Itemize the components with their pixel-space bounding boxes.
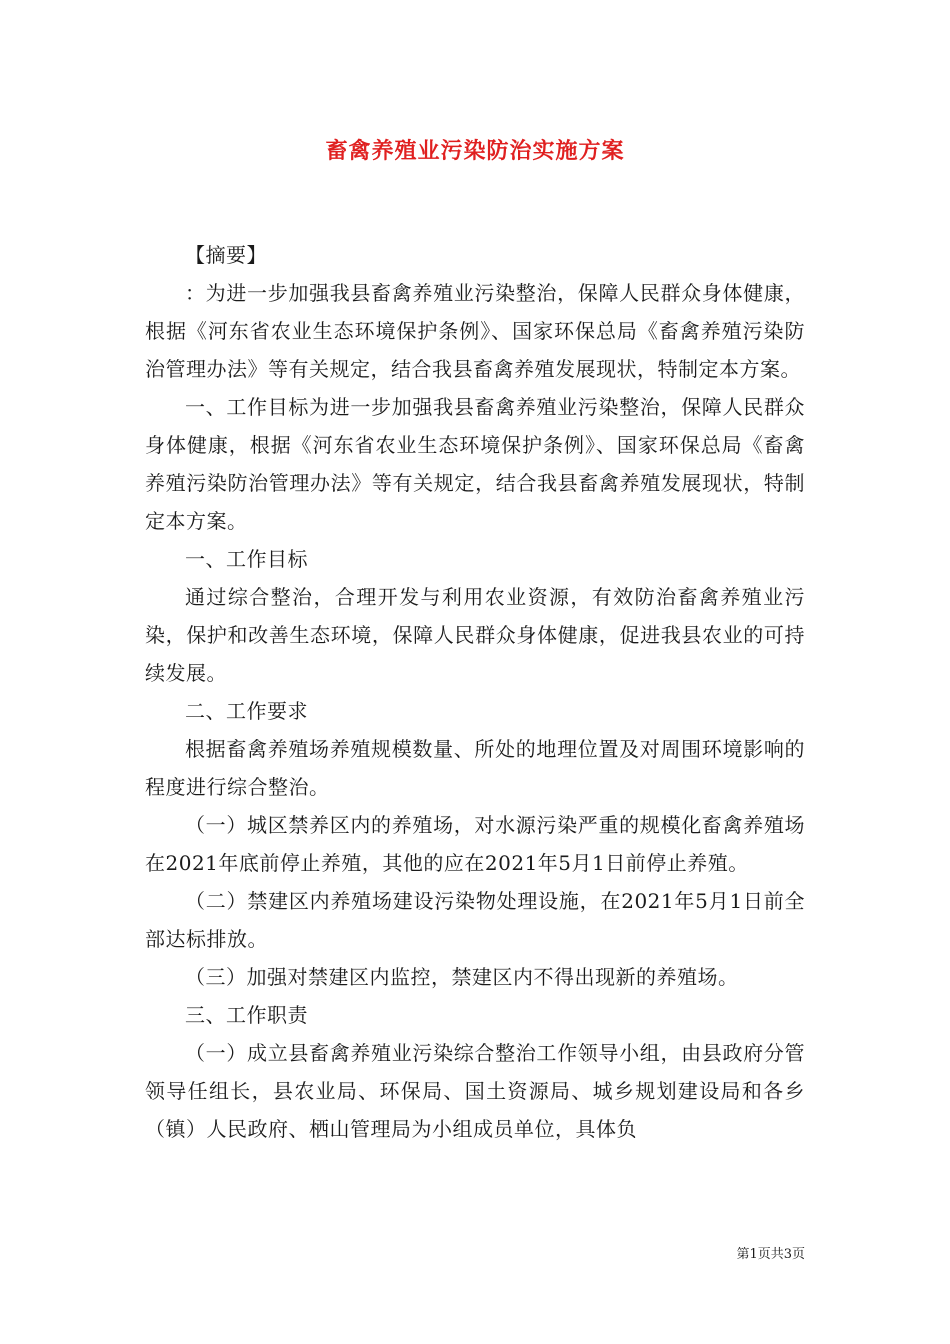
paragraph: 通过综合整治，合理开发与利用农业资源，有效防治畜禽养殖业污染，保护和改善生态环境，保障人民群众身体健康，促进我县农业的可持续发展。: [145, 585, 805, 685]
page-number-footer: 第1页共3页: [736, 1247, 805, 1262]
paragraph: 一、工作目标为进一步加强我县畜禽养殖业污染整治，保障人民群众身体健康，根据《河东省农业生态环境保护条例》、国家环保总局《畜禽养殖污染防治管理办法》等有关规定，结合我县畜禽养殖发展现状，特制定本方案。: [145, 395, 805, 533]
paragraph: （二）禁建区内养殖场建设污染物处理设施，在2021年5月1日前全部达标排放。: [145, 889, 805, 951]
section-heading-duties: 三、工作职责: [185, 1003, 308, 1027]
paragraph: （一）城区禁养区内的养殖场，对水源污染严重的规模化畜禽养殖场在2021年底前停止养殖，其他的应在2021年5月1日前停止养殖。: [145, 813, 805, 875]
section-heading-requirements: 二、工作要求: [185, 699, 308, 723]
paragraph-abstract: ：为进一步加强我县畜禽养殖业污染整治，保障人民群众身体健康，根据《河东省农业生态环境保护条例》、国家环保总局《畜禽养殖污染防治管理办法》等有关规定，结合我县畜禽养殖发展现状，特制定本方案。: [145, 281, 805, 381]
paragraph: （一）成立县畜禽养殖业污染综合整治工作领导小组，由县政府分管领导任组长，县农业局、环保局、国土资源局、城乡规划建设局和各乡（镇）人民政府、栖山管理局为小组成员单位，具体负: [145, 1041, 805, 1141]
document-body: [145, 236, 805, 1148]
paragraph-abstract-heading: 【摘要】: [185, 243, 267, 267]
paragraph: 根据畜禽养殖场养殖规模数量、所处的地理位置及对周围环境影响的程度进行综合整治。: [145, 737, 805, 799]
section-heading-goals: 一、工作目标: [185, 547, 308, 571]
document-title: 畜禽养殖业污染防治实施方案: [325, 138, 625, 164]
paragraph: （三）加强对禁建区内监控，禁建区内不得出现新的养殖场。: [185, 965, 739, 989]
